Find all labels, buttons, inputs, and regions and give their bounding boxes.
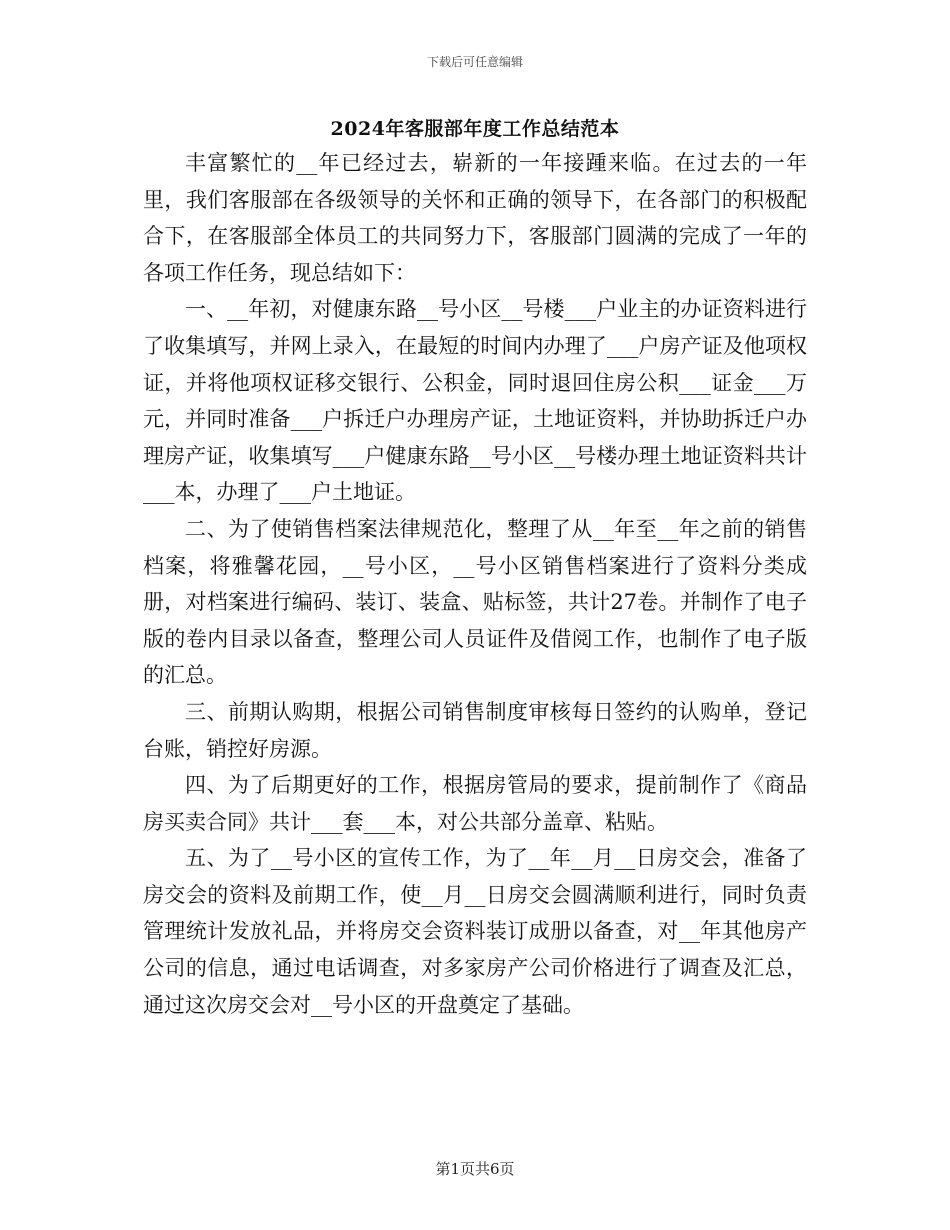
paragraph-item-2: 二、为了使销售档案法律规范化，整理了从__年至__年之前的销售档案，将雅馨花园，__号小区，__号小区销售档案进行了资料分类成册，对档案进行编码、装订、装盒、贴标签，共计27卷。并制作了电子版的卷内目录以备查，整理公司人员证件及借阅工作，也制作了电子版的汇总。 [143, 516, 807, 688]
paragraph-item-4: 四、为了后期更好的工作，根据房管局的要求，提前制作了《商品房买卖合同》共计___套___本，对公共部分盖章、粘贴。 [143, 773, 807, 834]
document-body [143, 145, 807, 1023]
paragraph-item-1: 一、__年初，对健康东路__号小区__号楼___户业主的办证资料进行了收集填写，并网上录入，在最短的时间内办理了___户房产证及他项权证，并将他项权证移交银行、公积金，同时退回住房公积___证金___万元，并同时准备___户拆迁户办理房产证，土地证资料，并协助拆迁户办理房产证，收集填写___户健康东路__号小区__号楼办理土地证资料共计___本，办理了___户土地证。 [143, 297, 807, 505]
paragraph-item-3: 三、前期认购期，根据公司销售制度审核每日签约的认购单，登记台账，销控好房源。 [143, 699, 807, 761]
paragraph-intro: 丰富繁忙的__年已经过去，崭新的一年接踵来临。在过去的一年里，我们客服部在各级领导的关怀和正确的领导下，在各部门的积极配合下，在客服部全体员工的共同努力下，客服部门圆满的完成了一年的各项工作任务，现总结如下： [143, 151, 807, 285]
page-number: 第1页共6页 [435, 1160, 515, 1178]
header-note: 下载后可任意编辑 [426, 55, 523, 69]
document-title: 2024年客服部年度工作总结范本 [330, 118, 620, 140]
paragraph-item-5: 五、为了__号小区的宣传工作，为了__年__月__日房交会，准备了房交会的资料及前期工作，使__月__日房交会圆满顺利进行，同时负责管理统计发放礼品，并将房交会资料装订成册以备查，对__年其他房产公司的信息，通过电话调查，对多家房产公司价格进行了调查及汇总，通过这次房交会对__号小区的开盘奠定了基础。 [143, 846, 807, 1017]
